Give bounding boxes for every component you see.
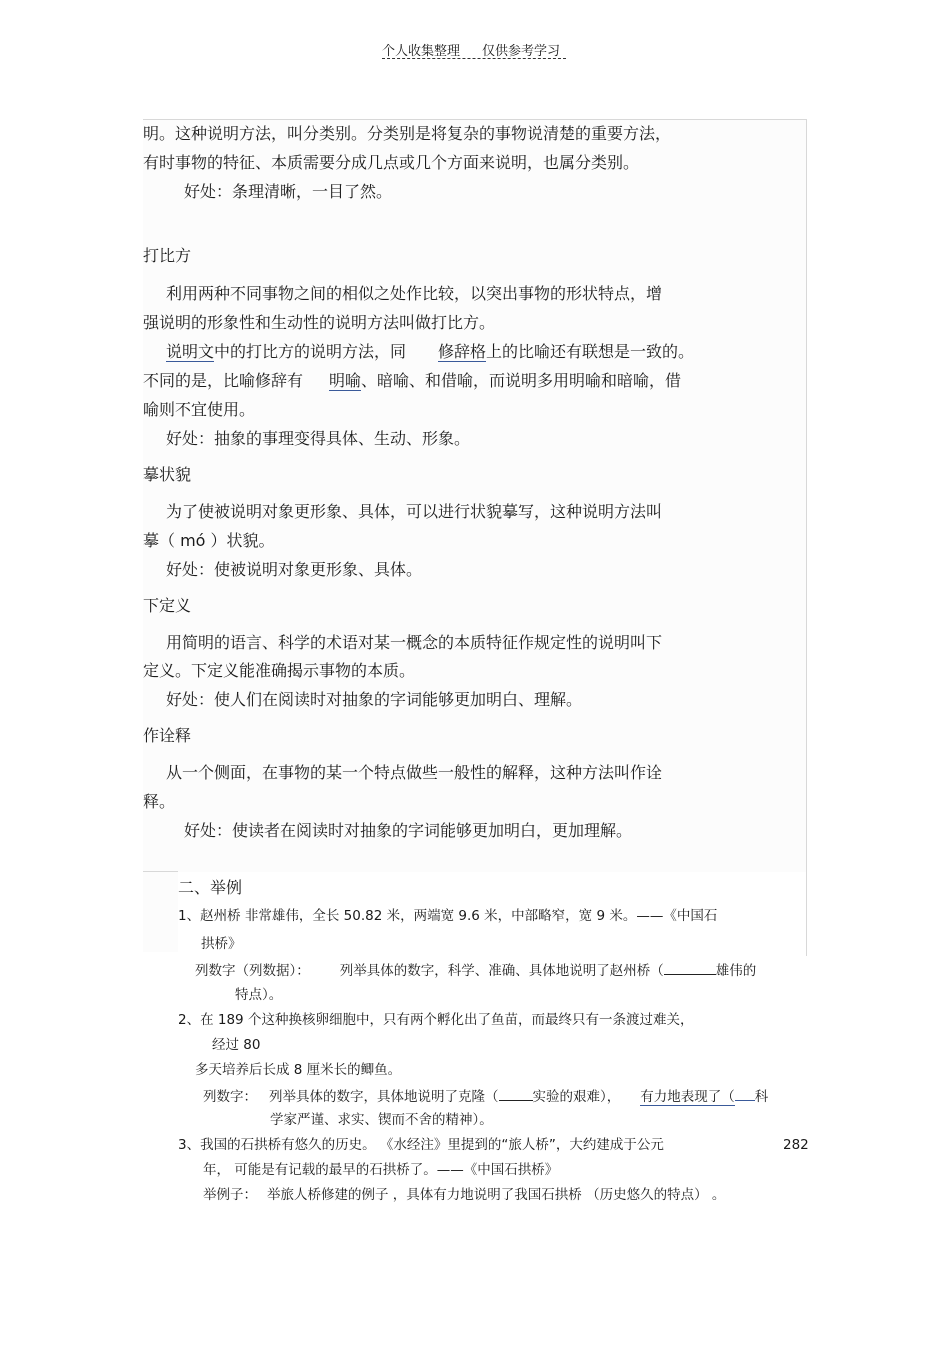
- example-line: [203, 1086, 768, 1106]
- fill-blank: [664, 960, 716, 975]
- text-span: 列数字：: [203, 1089, 257, 1105]
- underlined-term: 说明文: [166, 342, 215, 361]
- paragraph-line: 喻则不宜使用。: [143, 400, 256, 419]
- example-line: [195, 960, 756, 980]
- text-span: 举旅人桥修建的例子 ，具体有力地说明了我国石拱桥 （历史悠久的特点） 。: [267, 1187, 726, 1203]
- benefit-line: 好处：条理清晰，一目了然。: [184, 182, 393, 201]
- header-right: 仅供参考学习: [482, 44, 561, 59]
- underlined-term: 修辞格: [438, 342, 487, 361]
- underlined-term: 有力地表现了（: [640, 1089, 735, 1105]
- fill-blank: [499, 1086, 533, 1101]
- paragraph-line: [143, 371, 681, 391]
- header-underline: [382, 58, 566, 59]
- benefit-line: 好处：使读者在阅读时对抽象的字词能够更加明白，更加理解。: [184, 821, 633, 840]
- paragraph-line: 明。这种说明方法，叫分类别。分类别是将复杂的事物说清楚的重要方法，: [143, 124, 672, 143]
- example-line: 多天培养后长成 8 厘米长的鲫鱼。: [195, 1062, 402, 1078]
- example-line: 拱桥》: [201, 936, 242, 952]
- paragraph-line: [166, 342, 694, 362]
- box-right-border: [806, 871, 807, 956]
- header-left: 个人收集整理: [382, 44, 461, 59]
- example-line: 年， 可能是有记载的最早的石拱桥了。——《中国石拱桥》: [203, 1162, 559, 1178]
- underlined-term: 明喻: [329, 371, 362, 390]
- section-heading: 打比方: [143, 246, 192, 265]
- example-line: 2、在 189 个这种换核卵细胞中，只有两个孵化出了鱼苗，而最终只有一条渡过难关，: [178, 1012, 694, 1028]
- text-span: 上的比喻还有联想是一致的。: [486, 342, 695, 361]
- example-line: 特点）。: [235, 987, 283, 1003]
- text-span: 雄伟的: [715, 963, 757, 979]
- text-box-tail: [143, 871, 178, 952]
- example-line: 经过 80: [212, 1037, 261, 1053]
- text-span: 列数字（列数据）：: [195, 963, 310, 979]
- text-span: 列举具体的数字，科学、准确、具体地说明了赵州桥: [339, 963, 651, 979]
- benefit-line: 好处：使被说明对象更形象、具体。: [166, 560, 423, 579]
- fill-blank: [735, 1086, 755, 1101]
- text-span: 不同的是，比喻修辞有: [143, 371, 304, 390]
- paragraph-line: 从一个侧面，在事物的某一个特点做些一般性的解释，这种方法叫作诠: [166, 763, 663, 782]
- text-span: 科: [754, 1089, 769, 1105]
- paragraph-line: 为了使被说明对象更形象、具体，可以进行状貌摹写，这种说明方法叫: [166, 502, 663, 521]
- text-span: 举例子：: [203, 1187, 257, 1203]
- text-box: [143, 119, 807, 872]
- example-line: [203, 1186, 725, 1204]
- paragraph-line: 有时事物的特征、本质需要分成几点或几个方面来说明，也属分类别。: [143, 153, 640, 172]
- paragraph-line: 摹（ mó ）状貌。: [143, 531, 275, 550]
- text-span: 实验的艰难），: [532, 1089, 621, 1105]
- examples-heading: 二、举例: [178, 878, 243, 897]
- page-header: [382, 40, 560, 59]
- paragraph-line: 利用两种不同事物之间的相似之处作比较，以突出事物的形状特点，增: [166, 284, 663, 303]
- benefit-line: 好处：使人们在阅读时对抽象的字词能够更加明白、理解。: [166, 690, 583, 709]
- paragraph-line: 释。: [143, 792, 176, 811]
- text-span: 、暗喻、和借喻，而说明多用明喻和暗喻，借: [361, 371, 682, 390]
- paragraph-line: 强说明的形象性和生动性的说明方法叫做打比方。: [143, 313, 496, 332]
- example-line: 3、我国的石拱桥有悠久的历史。 《水经注》里提到的“旅人桥”，大约建成于公元: [178, 1137, 664, 1153]
- paragraph-line: 用简明的语言、科学的术语对某一概念的本质特征作规定性的说明叫下: [166, 633, 663, 652]
- text-span: 列举具体的数字，具体地说明了克隆: [269, 1089, 485, 1105]
- paragraph-line: 定义。下定义能准确揭示事物的本质。: [143, 661, 416, 680]
- text-span: 中的打比方的说明方法，同: [214, 342, 407, 361]
- benefit-line: 好处：抽象的事理变得具体、生动、形象。: [166, 429, 471, 448]
- example-number: 282: [783, 1137, 809, 1153]
- text-span: （: [485, 1089, 499, 1105]
- example-line: 1、赵州桥 非常雄伟，全长 50.82 米，两端宽 9.6 米，中部略窄，宽 9 米。——《中国石: [178, 908, 718, 924]
- section-heading: 摹状貌: [143, 465, 192, 484]
- example-line: 学家严谨、求实、锲而不舍的精神）。: [270, 1112, 493, 1128]
- text-span: （: [650, 963, 664, 979]
- section-heading: 作诠释: [143, 726, 192, 745]
- section-heading: 下定义: [143, 596, 192, 615]
